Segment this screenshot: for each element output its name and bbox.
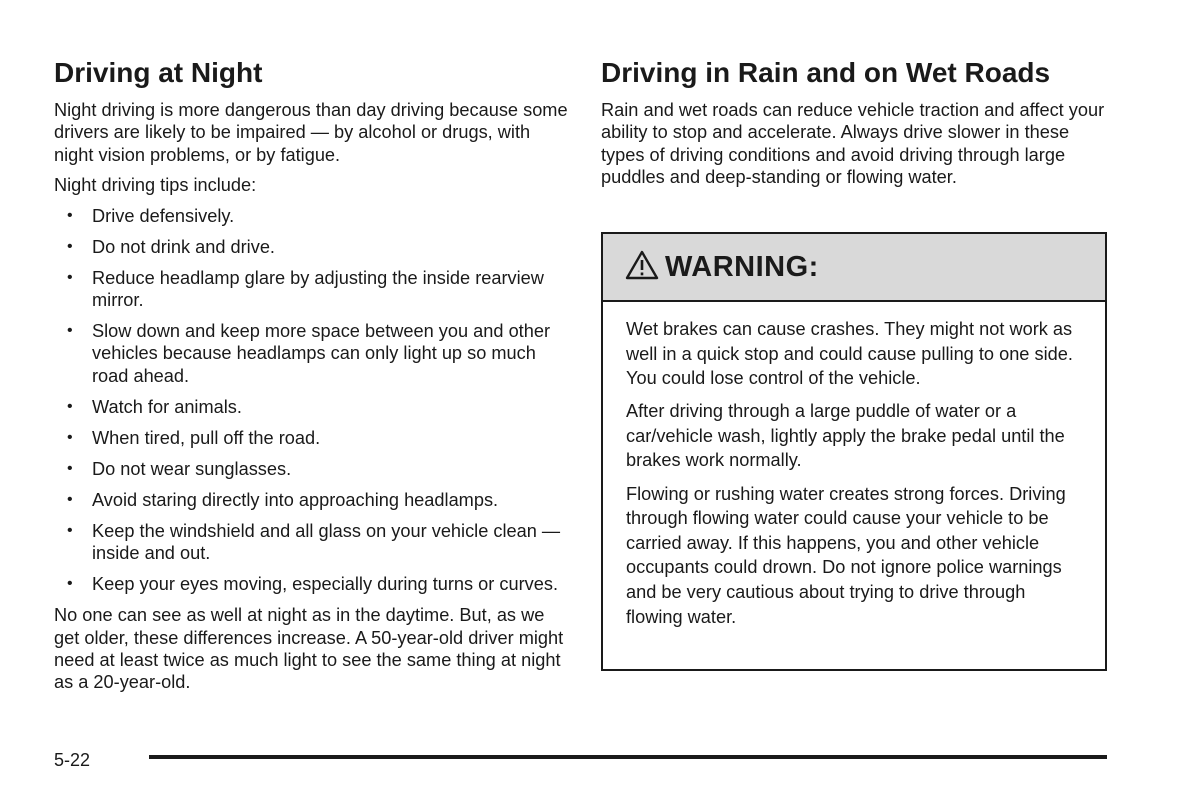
- list-item: • Watch for animals.: [67, 396, 242, 417]
- list-item: • Slow down and keep more space between you and other vehicles because headlamps can only light up so much road ahead.: [67, 321, 551, 386]
- section-title-driving-in-rain: Driving in Rain and on Wet Roads: [601, 57, 1051, 88]
- night-closing-paragraph: No one can see as well at night as in the daytime. But, as we get older, these differences increase. A 50-year-old driver might need at least twice as much light to see the same thing at night as a 20-year-old.: [54, 605, 564, 693]
- left-column: [54, 56, 574, 702]
- list-item: • When tired, pull off the road.: [67, 427, 321, 448]
- right-column: [601, 56, 1111, 197]
- warning-box: [601, 232, 1107, 671]
- bullet-icon: •: [67, 575, 73, 593]
- warning-triangle-icon: [625, 250, 659, 280]
- section-title-driving-at-night: Driving at Night: [54, 57, 263, 88]
- bullet-icon: •: [67, 459, 73, 477]
- warning-paragraph: Flowing or rushing water creates strong forces. Driving through flowing water could cause your vehicle to be carried away. If this happens, you and other vehicle occupants could drown. Do not ignore police warnings and be very cautious about trying to drive through flowing water.: [626, 483, 1066, 627]
- list-item: • Do not drink and drive.: [67, 236, 275, 257]
- page-number: 5-22: [54, 750, 91, 770]
- bullet-icon: •: [67, 397, 73, 415]
- warning-header: [603, 234, 1105, 302]
- rain-intro-paragraph: Rain and wet roads can reduce vehicle traction and affect your ability to stop and accelerate. Always drive slower in these types of driving conditions and avoid driving through large puddles and deep-standing or flowing water.: [601, 100, 1105, 188]
- bullet-icon: •: [67, 521, 73, 539]
- warning-title: WARNING:: [665, 250, 819, 283]
- warning-body: [603, 302, 1105, 629]
- list-item: • Drive defensively.: [67, 205, 235, 226]
- bullet-icon: •: [67, 490, 73, 508]
- bullet-icon: •: [67, 206, 73, 224]
- list-item: • Avoid staring directly into approaching headlamps.: [67, 489, 499, 510]
- list-item: • Keep the windshield and all glass on your vehicle clean — inside and out.: [67, 520, 561, 564]
- warning-paragraph: After driving through a large puddle of water or a car/vehicle wash, lightly apply the brake pedal until the brakes work normally.: [626, 401, 1065, 471]
- bullet-icon: •: [67, 268, 73, 286]
- list-item: • Reduce headlamp glare by adjusting the inside rearview mirror.: [67, 267, 544, 311]
- bullet-icon: •: [67, 237, 73, 255]
- warning-paragraph: Wet brakes can cause crashes. They might not work as well in a quick stop and could cause pulling to one side. You could lose control of the vehicle.: [626, 319, 1073, 389]
- night-intro-paragraph: Night driving is more dangerous than day driving because some drivers are likely to be impaired — by alcohol or drugs, with night vision problems, or by fatigue.: [54, 100, 568, 165]
- list-item: • Keep your eyes moving, especially during turns or curves.: [67, 574, 559, 595]
- list-item: • Do not wear sunglasses.: [67, 458, 292, 479]
- footer-divider: [149, 755, 1107, 759]
- bullet-icon: •: [67, 322, 73, 340]
- night-tips-label: Night driving tips include:: [54, 175, 257, 196]
- bullet-icon: •: [67, 428, 73, 446]
- night-tips-list: [54, 205, 574, 596]
